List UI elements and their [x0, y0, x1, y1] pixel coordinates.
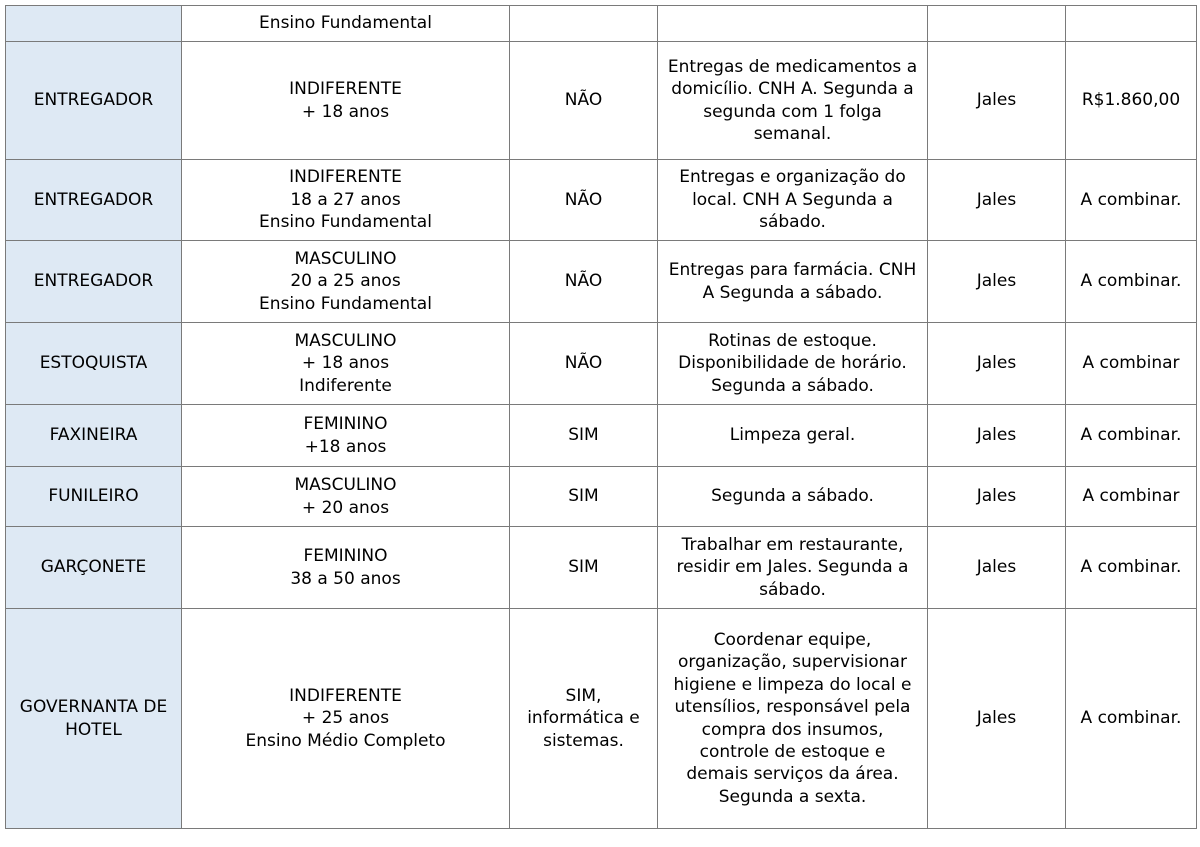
experiencia-cell [510, 160, 658, 241]
job-listings-body [6, 6, 1197, 829]
perfil-cell [182, 609, 510, 829]
salario-cell [1066, 405, 1197, 467]
salario-cell [1066, 241, 1197, 323]
salario-text: A combinar. [1080, 557, 1182, 578]
descricao-line: sábado. [759, 579, 826, 600]
perfil-cell [182, 42, 510, 160]
cidade-text: Jales [976, 189, 1017, 210]
salario-text: R$1.860,00 [1081, 90, 1181, 111]
table-row [6, 160, 1197, 241]
cidade-cell [928, 323, 1066, 405]
experiencia-cell [510, 467, 658, 527]
salario-cell [1066, 160, 1197, 241]
descricao-line: residir em Jales. Segunda a [676, 557, 909, 578]
cargo-cell [6, 323, 182, 405]
descricao-cell [658, 160, 928, 241]
experiencia-cell [510, 323, 658, 405]
perfil-line: + 20 anos [301, 497, 390, 518]
salario-cell [1066, 467, 1197, 527]
cargo-cell [6, 467, 182, 527]
cargo-line: GARÇONETE [40, 557, 147, 578]
salario-text: A combinar [1082, 486, 1180, 507]
salario-text: A combinar. [1080, 425, 1182, 446]
descricao-line: Trabalhar em restaurante, [681, 534, 904, 555]
experiencia-line: sistemas. [543, 730, 624, 751]
cargo-cell [6, 6, 182, 42]
cargo-cell [6, 527, 182, 609]
perfil-line: INDIFERENTE [289, 79, 402, 100]
cargo-line: ESTOQUISTA [39, 353, 148, 374]
experiencia-line: NÃO [564, 353, 603, 374]
cidade-text: Jales [976, 708, 1017, 729]
descricao-cell [658, 42, 928, 160]
descricao-line: Entregas e organização do [679, 167, 906, 188]
descricao-line: local. CNH A Segunda a [692, 189, 893, 210]
salario-text: A combinar. [1080, 271, 1182, 292]
cidade-cell [928, 405, 1066, 467]
table-row [6, 405, 1197, 467]
perfil-line: 38 a 50 anos [290, 568, 401, 589]
cidade-cell [928, 467, 1066, 527]
cargo-cell [6, 241, 182, 323]
salario-cell [1066, 527, 1197, 609]
table-row [6, 6, 1197, 42]
salario-text: A combinar. [1080, 189, 1182, 210]
cidade-text: Jales [976, 557, 1017, 578]
descricao-cell [658, 323, 928, 405]
perfil-cell [182, 241, 510, 323]
experiencia-line: NÃO [564, 90, 603, 111]
table-row [6, 467, 1197, 527]
perfil-line: INDIFERENTE [289, 167, 402, 188]
cidade-text: Jales [976, 353, 1017, 374]
descricao-line: segunda com 1 folga [703, 101, 882, 122]
descricao-cell [658, 241, 928, 323]
cargo-line: ENTREGADOR [33, 189, 154, 210]
salario-cell [1066, 42, 1197, 160]
cidade-text: Jales [976, 271, 1017, 292]
perfil-cell [182, 405, 510, 467]
table-row [6, 609, 1197, 829]
salario-text: A combinar. [1080, 708, 1182, 729]
cidade-cell [928, 527, 1066, 609]
perfil-line: +18 anos [304, 436, 387, 457]
experiencia-line: SIM, [565, 685, 602, 706]
descricao-line: sábado. [759, 212, 826, 233]
perfil-line: Indiferente [299, 375, 392, 396]
descricao-line: Segunda a sexta. [718, 786, 867, 807]
cidade-cell [928, 6, 1066, 42]
salario-cell [1066, 6, 1197, 42]
descricao-cell [658, 609, 928, 829]
table-row [6, 241, 1197, 323]
experiencia-line: NÃO [564, 271, 603, 292]
experiencia-cell [510, 527, 658, 609]
cargo-line: GOVERNANTA DE [19, 697, 168, 718]
perfil-line: + 18 anos [301, 101, 390, 122]
experiencia-line: SIM [568, 486, 599, 507]
perfil-line: Ensino Médio Completo [245, 730, 446, 751]
descricao-line: organização, supervisionar [678, 652, 907, 673]
descricao-line: Disponibilidade de horário. [678, 353, 907, 374]
salario-cell [1066, 609, 1197, 829]
cargo-cell [6, 609, 182, 829]
experiencia-line: NÃO [564, 189, 603, 210]
experiencia-line: SIM [568, 425, 599, 446]
descricao-line: Entregas de medicamentos a [667, 56, 918, 77]
cidade-text: Jales [976, 486, 1017, 507]
cidade-text: Jales [976, 425, 1017, 446]
descricao-line: compra dos insumos, [701, 719, 884, 740]
descricao-line: A Segunda a sábado. [702, 282, 883, 303]
experiencia-cell [510, 42, 658, 160]
perfil-cell [182, 6, 510, 42]
experiencia-line: SIM [568, 557, 599, 578]
perfil-line: FEMININO [303, 414, 388, 435]
job-listings-table [5, 5, 1197, 829]
perfil-line: + 18 anos [301, 353, 390, 374]
cidade-cell [928, 241, 1066, 323]
cidade-text: Jales [976, 90, 1017, 111]
perfil-cell [182, 323, 510, 405]
experiencia-cell [510, 241, 658, 323]
perfil-line: + 25 anos [301, 708, 390, 729]
perfil-line: MASCULINO [294, 475, 397, 496]
experiencia-cell [510, 609, 658, 829]
cargo-line: HOTEL [65, 719, 122, 740]
perfil-line: FEMININO [303, 546, 388, 567]
experiencia-cell [510, 6, 658, 42]
perfil-cell [182, 160, 510, 241]
descricao-cell [658, 6, 928, 42]
cargo-cell [6, 42, 182, 160]
salario-cell [1066, 323, 1197, 405]
descricao-line: Coordenar equipe, [713, 629, 872, 650]
perfil-cell [182, 527, 510, 609]
descricao-cell [658, 527, 928, 609]
descricao-line: Segunda a sábado. [711, 486, 874, 507]
cidade-cell [928, 160, 1066, 241]
experiencia-line: informática e [527, 708, 640, 729]
perfil-line: MASCULINO [294, 330, 397, 351]
cargo-line: FAXINEIRA [49, 425, 138, 446]
descricao-line: demais serviços da área. [686, 764, 899, 785]
descricao-cell [658, 405, 928, 467]
descricao-line: Entregas para farmácia. CNH [668, 260, 917, 281]
descricao-line: higiene e limpeza do local e [673, 674, 912, 695]
cargo-line: ENTREGADOR [33, 90, 154, 111]
salario-text: A combinar [1082, 353, 1180, 374]
cidade-cell [928, 42, 1066, 160]
descricao-line: Limpeza geral. [729, 425, 856, 446]
perfil-line: 20 a 25 anos [290, 271, 401, 292]
cargo-line: FUNILEIRO [48, 486, 139, 507]
perfil-line: INDIFERENTE [289, 685, 402, 706]
perfil-line: Ensino Fundamental [259, 293, 432, 314]
descricao-line: utensílios, responsável pela [674, 697, 911, 718]
perfil-cell [182, 467, 510, 527]
descricao-line: controle de estoque e [699, 741, 886, 762]
descricao-line: domicílio. CNH A. Segunda a [671, 79, 914, 100]
cargo-cell [6, 405, 182, 467]
table-row [6, 42, 1197, 160]
experiencia-cell [510, 405, 658, 467]
perfil-line: MASCULINO [294, 248, 397, 269]
cargo-cell [6, 160, 182, 241]
cidade-cell [928, 609, 1066, 829]
cargo-line: ENTREGADOR [33, 271, 154, 292]
table-row [6, 323, 1197, 405]
descricao-line: Rotinas de estoque. [708, 330, 877, 351]
perfil-line: 18 a 27 anos [290, 189, 401, 210]
descricao-line: semanal. [753, 123, 832, 144]
perfil-line: Ensino Fundamental [259, 13, 432, 34]
descricao-line: Segunda a sábado. [711, 375, 874, 396]
perfil-line: Ensino Fundamental [259, 212, 432, 233]
table-row [6, 527, 1197, 609]
descricao-cell [658, 467, 928, 527]
